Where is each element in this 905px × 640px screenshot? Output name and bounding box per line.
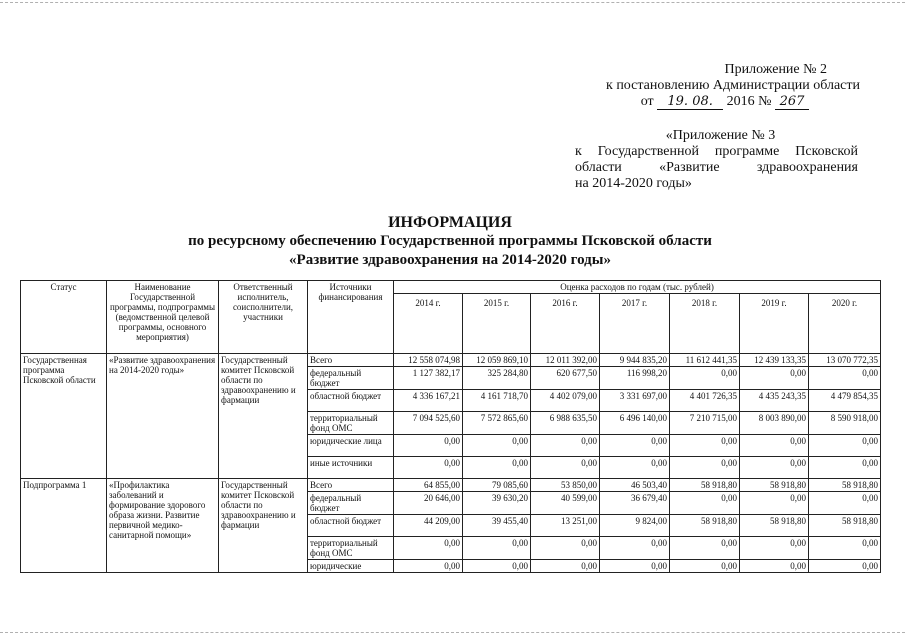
value-cell: 0,00 [670, 435, 740, 457]
source-cell: федеральный бюджет [308, 367, 394, 390]
value-cell: 3 331 697,00 [600, 390, 670, 412]
annex2-year-number-label: 2016 № [726, 94, 772, 109]
value-cell: 58 918,80 [740, 515, 809, 537]
value-cell: 40 599,00 [531, 492, 600, 515]
value-cell: 0,00 [740, 435, 809, 457]
value-cell: 79 085,60 [463, 479, 531, 492]
document-title [150, 213, 750, 270]
value-cell: 4 479 854,35 [809, 390, 881, 412]
value-cell: 39 455,40 [463, 515, 531, 537]
table-row [21, 479, 881, 492]
value-cell: 0,00 [740, 367, 809, 390]
value-cell: 58 918,80 [809, 479, 881, 492]
annex2-line2: к постановлению Администрации области [606, 78, 860, 93]
annex3-body-line: на 2014-2020 годы» [575, 176, 692, 191]
value-cell: 0,00 [809, 492, 881, 515]
source-cell: территориальный фонд ОМС [308, 537, 394, 560]
value-cell: 7 210 715,00 [670, 412, 740, 435]
table-row [21, 354, 881, 367]
header-estimate: Оценка расходов по годам (тыс. рублей) [394, 281, 881, 294]
source-cell: Всего [308, 479, 394, 492]
value-cell: 39 630,20 [463, 492, 531, 515]
value-cell: 0,00 [600, 457, 670, 479]
annex3-block [575, 128, 858, 192]
value-cell: 9 944 835,20 [600, 354, 670, 367]
annex2-from-label: от [640, 94, 654, 109]
value-cell: 4 401 726,35 [670, 390, 740, 412]
value-cell: 53 850,00 [531, 479, 600, 492]
value-cell: 13 070 772,35 [809, 354, 881, 367]
value-cell: 8 590 918,00 [809, 412, 881, 435]
header-status: Статус [21, 281, 107, 354]
value-cell: 7 572 865,60 [463, 412, 531, 435]
title-line2: по ресурсному обеспечению Государственной программы Псковской области [188, 233, 712, 249]
value-cell: 0,00 [600, 435, 670, 457]
annex3-body-line: к Государственной программе Псковской [575, 144, 858, 159]
value-cell: 0,00 [531, 560, 600, 573]
source-cell: юридические [308, 560, 394, 573]
header-year: 2020 г. [809, 294, 881, 354]
value-cell: 1 127 382,17 [394, 367, 463, 390]
row-status-cell: Подпрограмма 1 [21, 479, 107, 573]
source-cell: Всего [308, 354, 394, 367]
handwritten-date: 19. 08. [657, 95, 723, 110]
value-cell: 11 612 441,35 [670, 354, 740, 367]
value-cell: 620 677,50 [531, 367, 600, 390]
header-sources: Источники финансирования [308, 281, 394, 354]
value-cell: 0,00 [809, 537, 881, 560]
value-cell: 20 646,00 [394, 492, 463, 515]
value-cell: 0,00 [463, 537, 531, 560]
value-cell: 0,00 [740, 560, 809, 573]
value-cell: 0,00 [394, 435, 463, 457]
source-cell: иные источники [308, 457, 394, 479]
value-cell: 0,00 [463, 560, 531, 573]
value-cell: 0,00 [531, 457, 600, 479]
value-cell: 58 918,80 [670, 479, 740, 492]
value-cell: 58 918,80 [809, 515, 881, 537]
annex2-line1: Приложение № 2 [724, 62, 827, 77]
value-cell: 4 435 243,35 [740, 390, 809, 412]
header-year: 2016 г. [531, 294, 600, 354]
table-header-row [21, 281, 881, 294]
header-year: 2017 г. [600, 294, 670, 354]
value-cell: 44 209,00 [394, 515, 463, 537]
row-executor-cell: Государственный комитет Псковской области по здравоохранению и фармации [219, 479, 308, 573]
value-cell: 46 503,40 [600, 479, 670, 492]
value-cell: 6 988 635,50 [531, 412, 600, 435]
value-cell: 0,00 [809, 367, 881, 390]
source-cell: территориальный фонд ОМС [308, 412, 394, 435]
header-executor: Ответственный исполнитель, соисполнители, участники [219, 281, 308, 354]
source-cell: областной бюджет [308, 515, 394, 537]
value-cell: 12 011 392,00 [531, 354, 600, 367]
value-cell: 0,00 [531, 537, 600, 560]
scan-top-edge [0, 2, 905, 3]
value-cell: 9 824,00 [600, 515, 670, 537]
value-cell: 6 496 140,00 [600, 412, 670, 435]
value-cell: 0,00 [670, 560, 740, 573]
source-cell: юридические лица [308, 435, 394, 457]
value-cell: 4 336 167,21 [394, 390, 463, 412]
value-cell: 0,00 [740, 457, 809, 479]
value-cell: 0,00 [463, 457, 531, 479]
handwritten-number: 267 [775, 95, 809, 110]
header-year: 2019 г. [740, 294, 809, 354]
header-name: Наименование Государственной программы, подпрограммы (ведомственной целевой программы, основного мероприятия) [107, 281, 219, 354]
value-cell: 58 918,80 [670, 515, 740, 537]
annex2-block [560, 62, 860, 110]
value-cell: 0,00 [394, 457, 463, 479]
source-cell: федеральный бюджет [308, 492, 394, 515]
value-cell: 8 003 890,00 [740, 412, 809, 435]
value-cell: 0,00 [600, 560, 670, 573]
row-name-cell: «Развитие здравоохранения на 2014-2020 годы» [107, 354, 219, 479]
value-cell: 0,00 [809, 560, 881, 573]
source-cell: областной бюджет [308, 390, 394, 412]
value-cell: 36 679,40 [600, 492, 670, 515]
value-cell: 0,00 [670, 367, 740, 390]
title-line3: «Развитие здравоохранения на 2014-2020 годы» [289, 252, 611, 268]
value-cell: 0,00 [531, 435, 600, 457]
value-cell: 64 855,00 [394, 479, 463, 492]
value-cell: 12 059 869,10 [463, 354, 531, 367]
value-cell: 12 558 074,98 [394, 354, 463, 367]
scan-bottom-edge [0, 632, 905, 633]
value-cell: 0,00 [809, 457, 881, 479]
row-executor-cell: Государственный комитет Псковской области по здравоохранению и фармации [219, 354, 308, 479]
value-cell: 0,00 [740, 492, 809, 515]
value-cell: 0,00 [670, 457, 740, 479]
row-status-cell: Государственная программа Псковской области [21, 354, 107, 479]
value-cell: 0,00 [463, 435, 531, 457]
annex2-line3 [560, 94, 809, 110]
value-cell: 116 998,20 [600, 367, 670, 390]
header-year: 2014 г. [394, 294, 463, 354]
value-cell: 0,00 [670, 492, 740, 515]
annex3-body [575, 144, 858, 192]
value-cell: 0,00 [394, 537, 463, 560]
header-year: 2018 г. [670, 294, 740, 354]
resource-table [20, 280, 881, 573]
annex3-head: «Приложение № 3 [665, 128, 776, 143]
value-cell: 325 284,80 [463, 367, 531, 390]
annex3-body-line: области «Развитие здравоохранения [575, 160, 858, 175]
value-cell: 58 918,80 [740, 479, 809, 492]
value-cell: 4 402 079,00 [531, 390, 600, 412]
value-cell: 12 439 133,35 [740, 354, 809, 367]
value-cell: 0,00 [394, 560, 463, 573]
value-cell: 13 251,00 [531, 515, 600, 537]
value-cell: 0,00 [809, 435, 881, 457]
title-line1: ИНФОРМАЦИЯ [388, 214, 512, 231]
value-cell: 0,00 [740, 537, 809, 560]
value-cell: 7 094 525,60 [394, 412, 463, 435]
row-name-cell: «Профилактика заболеваний и формирование здорового образа жизни. Развитие первичной медико-санитарной помощи» [107, 479, 219, 573]
header-year: 2015 г. [463, 294, 531, 354]
value-cell: 0,00 [600, 537, 670, 560]
value-cell: 0,00 [670, 537, 740, 560]
value-cell: 4 161 718,70 [463, 390, 531, 412]
